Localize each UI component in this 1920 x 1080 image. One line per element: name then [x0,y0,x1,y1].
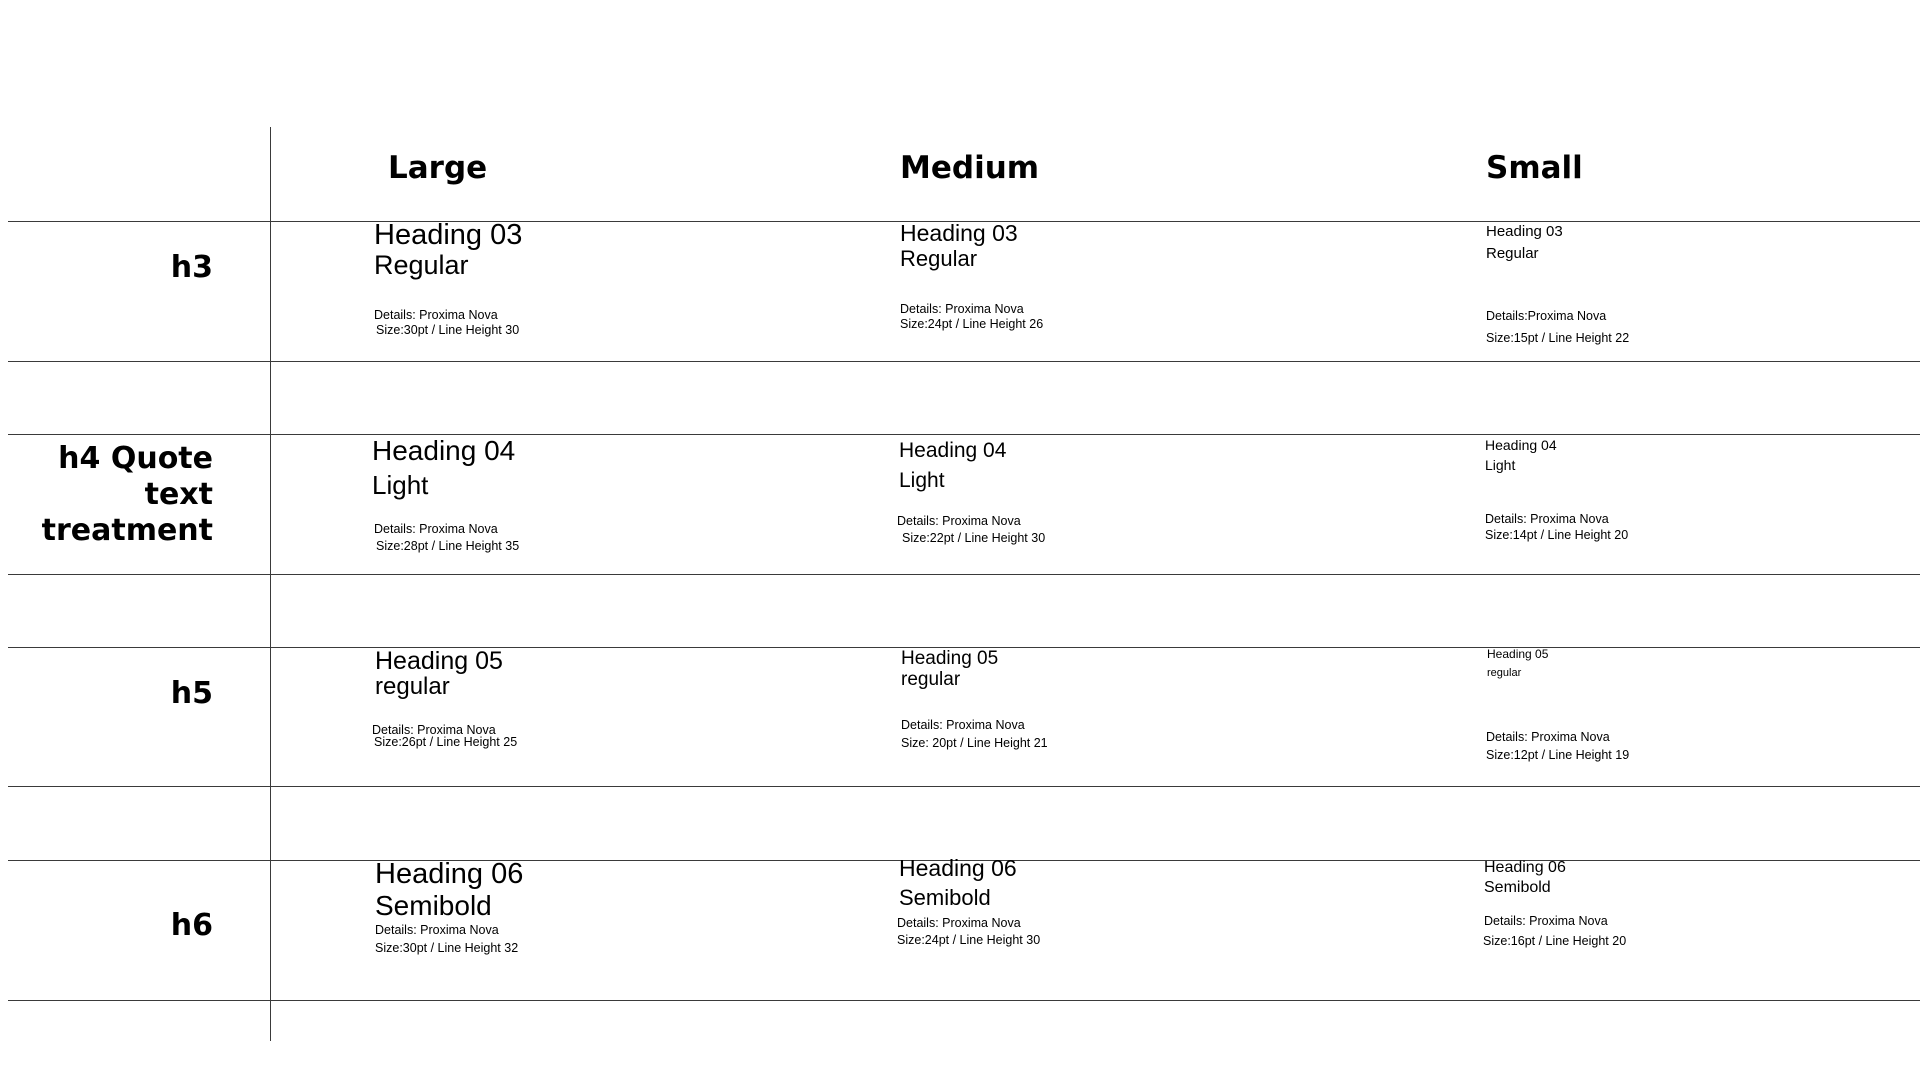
row-label-h4: h4 Quote text treatment [41,441,213,548]
specimen-title: Heading 05 [1487,647,1549,661]
type-specimen-h5-small [1487,645,1629,763]
row-label-h3: h3 [170,250,213,285]
specimen-title: Heading 03 [900,220,1018,246]
specimen-details: Details: Proxima Nova [897,514,1021,528]
type-specimen-h4-small [1485,435,1628,543]
specimen-weight: Light [372,470,429,500]
specimen-weight: Semibold [375,890,492,921]
specimen-weight: Regular [374,250,469,280]
specimen-weight: regular [375,673,450,700]
row-divider [8,361,1920,362]
specimen-title: Heading 06 [375,858,524,890]
specimen-details: Details: Proxima Nova [1486,730,1610,744]
type-specimen-h6-large [375,858,523,956]
specimen-details: Details: Proxima Nova [901,718,1025,732]
specimen-weight: Light [1485,457,1516,473]
specimen-title: Heading 04 [899,439,1007,462]
specimen-weight: Regular [900,246,978,271]
specimen-size: Size:28pt / Line Height 35 [376,539,520,553]
specimen-details: Details: Proxima Nova [374,522,498,536]
row-divider [8,574,1920,575]
row-divider [8,786,1920,787]
specimen-size: Size:26pt / Line Height 25 [374,735,518,749]
specimen-title: Heading 05 [901,648,999,669]
specimen-size: Size:12pt / Line Height 19 [1486,748,1630,762]
specimen-weight: Semibold [1484,879,1551,896]
specimen-size: Size:30pt / Line Height 32 [375,941,519,955]
specimen-details: Details: Proxima Nova [900,302,1024,316]
specimen-details: Details: Proxima Nova [374,308,498,322]
type-specimen-h3-medium [900,220,1043,332]
specimen-details: Details: Proxima Nova [897,916,1021,930]
specimen-title: Heading 04 [372,435,516,466]
column-header-small: Small [1486,150,1583,186]
specimen-weight: Semibold [899,885,991,910]
type-specimen-h6-medium [899,853,1040,948]
type-specimen-h3-large [374,220,522,338]
type-specimen-h5-large [372,647,518,750]
specimen-details: Details: Proxima Nova [1485,512,1609,526]
specimen-title: Heading 03 [374,219,523,251]
specimen-weight: Regular [1486,245,1539,262]
specimen-title: Heading 06 [1484,859,1566,876]
specimen-title: Heading 05 [375,647,503,675]
specimen-size: Size:30pt / Line Height 30 [376,323,520,337]
specimen-size: Size:16pt / Line Height 20 [1483,934,1627,948]
specimen-size: Size: 20pt / Line Height 21 [901,736,1048,750]
type-specimen-h6-small [1484,858,1626,949]
specimen-title: Heading 06 [899,855,1017,881]
specimen-size: Size:15pt / Line Height 22 [1486,331,1630,345]
column-header-medium: Medium [900,150,1040,186]
specimen-size: Size:24pt / Line Height 30 [897,933,1041,947]
type-specimen-h3-small [1486,221,1629,349]
specimen-title: Heading 03 [1486,223,1563,240]
type-specimen-h5-medium [901,648,1048,751]
row-divider [8,434,1920,435]
specimen-size: Size:22pt / Line Height 30 [902,531,1046,545]
specimen-details: Details: Proxima Nova [372,723,496,737]
type-specimen-h4-medium [899,436,1045,546]
column-divider [270,127,271,1041]
specimen-weight: Light [899,469,945,492]
type-specimen-h4-large [372,433,519,554]
specimen-size: Size:14pt / Line Height 20 [1485,528,1629,542]
specimen-details: Details: Proxima Nova [375,923,499,937]
row-label-h6: h6 [170,908,213,943]
specimen-details: Details:Proxima Nova [1486,309,1607,323]
specimen-weight: regular [1487,667,1522,679]
column-header-large: Large [388,150,488,186]
specimen-size: Size:24pt / Line Height 26 [900,317,1044,331]
specimen-title: Heading 04 [1485,437,1557,453]
specimen-details: Details: Proxima Nova [1484,914,1608,928]
row-divider [8,1000,1920,1001]
row-label-h5: h5 [170,676,213,711]
specimen-weight: regular [901,669,961,690]
